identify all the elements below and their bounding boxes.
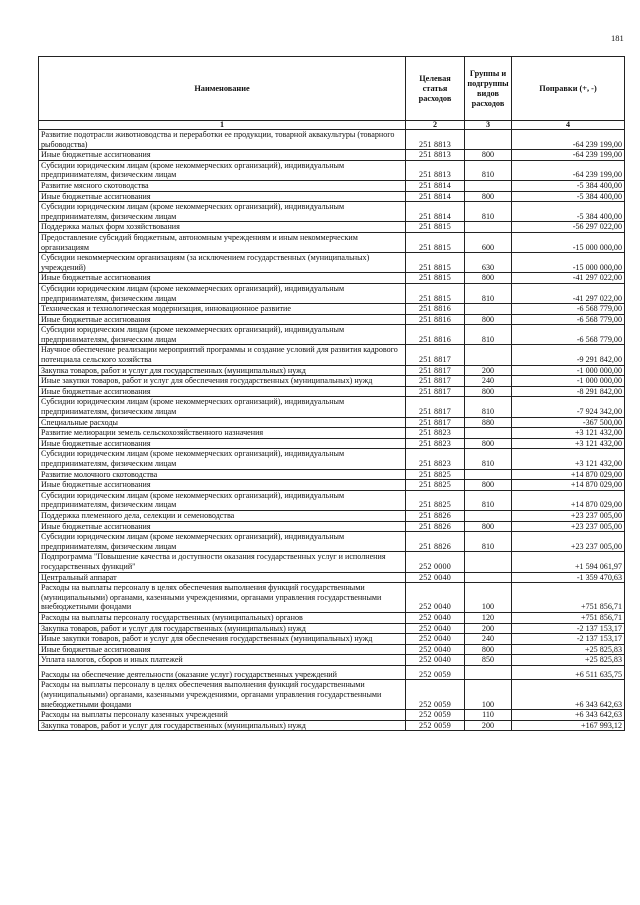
row-code: 251 8813 bbox=[406, 160, 465, 180]
row-amount: +6 343 642,63 bbox=[512, 680, 625, 710]
row-amount: -64 239 199,00 bbox=[512, 160, 625, 180]
row-name: Субсидии юридическим лицам (кроме некоммерческих организаций), индивидуальным предпринимателям, физическим лицам bbox=[39, 532, 406, 552]
row-code: 252 0040 bbox=[406, 612, 465, 623]
row-amount: +751 856,71 bbox=[512, 612, 625, 623]
row-code: 252 0059 bbox=[406, 680, 465, 710]
table-row bbox=[39, 665, 625, 680]
row-amount: +23 237 005,00 bbox=[512, 510, 625, 521]
row-name: Иные бюджетные ассигнования bbox=[39, 191, 406, 202]
row-amount: -6 568 779,00 bbox=[512, 314, 625, 325]
table-row bbox=[39, 572, 625, 583]
row-group: 200 bbox=[465, 623, 512, 634]
row-name: Подпрограмма "Повышение качества и доступности оказания государственных услуг и исполнения государственных функций" bbox=[39, 552, 406, 572]
row-group: 800 bbox=[465, 191, 512, 202]
row-amount: -15 000 000,00 bbox=[512, 232, 625, 252]
table-row bbox=[39, 160, 625, 180]
row-amount: -41 297 022,00 bbox=[512, 283, 625, 303]
row-code: 251 8823 bbox=[406, 428, 465, 439]
row-name: Субсидии юридическим лицам (кроме некоммерческих организаций), индивидуальным предпринимателям, физическим лицам bbox=[39, 160, 406, 180]
row-group: 100 bbox=[465, 583, 512, 613]
table-row bbox=[39, 480, 625, 491]
row-group: 240 bbox=[465, 634, 512, 645]
row-group: 800 bbox=[465, 480, 512, 491]
table-row bbox=[39, 180, 625, 191]
row-name: Развитие подотрасли животноводства и переработки ее продукции, товарной аквакультуры (товарного рыбоводства) bbox=[39, 130, 406, 150]
table-row bbox=[39, 365, 625, 376]
row-name: Иные бюджетные ассигнования bbox=[39, 521, 406, 532]
row-amount: -1 359 470,63 bbox=[512, 572, 625, 583]
row-name: Развитие мясного скотоводства bbox=[39, 180, 406, 191]
row-amount: +6 343 642,63 bbox=[512, 710, 625, 721]
row-group: 800 bbox=[465, 386, 512, 397]
row-group bbox=[465, 469, 512, 480]
table-row bbox=[39, 417, 625, 428]
row-group: 810 bbox=[465, 202, 512, 222]
row-group bbox=[465, 345, 512, 365]
row-group: 240 bbox=[465, 376, 512, 387]
table-row bbox=[39, 202, 625, 222]
row-name: Субсидии юридическим лицам (кроме некоммерческих организаций), индивидуальным предпринимателям, физическим лицам bbox=[39, 283, 406, 303]
table-row bbox=[39, 449, 625, 469]
row-code: 251 8813 bbox=[406, 130, 465, 150]
table-row bbox=[39, 283, 625, 303]
row-code: 251 8826 bbox=[406, 532, 465, 552]
row-name: Субсидии юридическим лицам (кроме некоммерческих организаций), индивидуальным предпринимателям, физическим лицам bbox=[39, 449, 406, 469]
row-group bbox=[465, 552, 512, 572]
row-group: 810 bbox=[465, 397, 512, 417]
row-amount: +751 856,71 bbox=[512, 583, 625, 613]
table-row bbox=[39, 438, 625, 449]
row-amount: -8 291 842,00 bbox=[512, 386, 625, 397]
row-code: 252 0040 bbox=[406, 644, 465, 655]
row-code: 251 8817 bbox=[406, 376, 465, 387]
row-code: 251 8825 bbox=[406, 469, 465, 480]
header-name: Наименование bbox=[39, 57, 406, 121]
row-name: Поддержка племенного дела, селекции и семеноводства bbox=[39, 510, 406, 521]
table-row bbox=[39, 655, 625, 666]
row-amount: -41 297 022,00 bbox=[512, 273, 625, 284]
header-code: Целевая статья расходов bbox=[406, 57, 465, 121]
row-amount: -2 137 153,17 bbox=[512, 623, 625, 634]
table-row bbox=[39, 150, 625, 161]
row-code: 251 8817 bbox=[406, 386, 465, 397]
row-code: 251 8826 bbox=[406, 521, 465, 532]
header-group: Группы и подгруппы видов расходов bbox=[465, 57, 512, 121]
row-amount: +1 594 061,97 bbox=[512, 552, 625, 572]
row-name: Поддержка малых форм хозяйствования bbox=[39, 222, 406, 233]
row-name: Расходы на выплаты персоналу в целях обеспечения выполнения функций государственными (муниципальными) органами, казенными учреждениями, органами управления государственными внебюджетными фондами bbox=[39, 583, 406, 613]
table-row bbox=[39, 490, 625, 510]
row-amount: +25 825,83 bbox=[512, 644, 625, 655]
budget-table-container bbox=[38, 56, 624, 731]
table-row bbox=[39, 253, 625, 273]
row-code: 251 8826 bbox=[406, 510, 465, 521]
row-amount: -6 568 779,00 bbox=[512, 325, 625, 345]
row-name: Иные закупки товаров, работ и услуг для обеспечения государственных (муниципальных) нужд bbox=[39, 634, 406, 645]
row-code: 251 8814 bbox=[406, 180, 465, 191]
row-group: 630 bbox=[465, 253, 512, 273]
row-amount: +14 870 029,00 bbox=[512, 480, 625, 491]
table-row bbox=[39, 376, 625, 387]
table-row bbox=[39, 532, 625, 552]
row-name: Закупка товаров, работ и услуг для государственных (муниципальных) нужд bbox=[39, 365, 406, 376]
table-row bbox=[39, 469, 625, 480]
row-group bbox=[465, 665, 512, 680]
table-row bbox=[39, 634, 625, 645]
row-name: Субсидии юридическим лицам (кроме некоммерческих организаций), индивидуальным предпринимателям, физическим лицам bbox=[39, 325, 406, 345]
row-group bbox=[465, 304, 512, 315]
row-code: 251 8815 bbox=[406, 232, 465, 252]
column-number: 4 bbox=[512, 121, 625, 130]
row-name: Иные бюджетные ассигнования bbox=[39, 644, 406, 655]
row-name: Иные бюджетные ассигнования bbox=[39, 150, 406, 161]
table-row bbox=[39, 386, 625, 397]
row-name: Иные бюджетные ассигнования bbox=[39, 273, 406, 284]
row-group bbox=[465, 572, 512, 583]
table-row bbox=[39, 680, 625, 710]
row-code: 252 0000 bbox=[406, 552, 465, 572]
row-code: 251 8815 bbox=[406, 253, 465, 273]
row-code: 252 0059 bbox=[406, 720, 465, 731]
row-code: 251 8817 bbox=[406, 417, 465, 428]
table-body bbox=[39, 130, 625, 731]
row-group: 800 bbox=[465, 644, 512, 655]
row-code: 251 8816 bbox=[406, 325, 465, 345]
row-code: 252 0059 bbox=[406, 665, 465, 680]
table-row bbox=[39, 644, 625, 655]
table-row bbox=[39, 583, 625, 613]
table-header bbox=[39, 57, 625, 130]
row-group: 810 bbox=[465, 449, 512, 469]
table-row bbox=[39, 720, 625, 731]
table-row bbox=[39, 130, 625, 150]
row-code: 251 8815 bbox=[406, 222, 465, 233]
row-name: Центральный аппарат bbox=[39, 572, 406, 583]
row-group: 810 bbox=[465, 325, 512, 345]
table-row bbox=[39, 710, 625, 721]
table-row bbox=[39, 521, 625, 532]
row-amount: +23 237 005,00 bbox=[512, 532, 625, 552]
row-group: 810 bbox=[465, 283, 512, 303]
row-name: Закупка товаров, работ и услуг для государственных (муниципальных) нужд bbox=[39, 623, 406, 634]
header-amount: Поправки (+, -) bbox=[512, 57, 625, 121]
row-amount: -5 384 400,00 bbox=[512, 191, 625, 202]
row-name: Предоставление субсидий бюджетным, автономным учреждениям и иным некоммерческим организациям bbox=[39, 232, 406, 252]
table-row bbox=[39, 623, 625, 634]
row-amount: -1 000 000,00 bbox=[512, 376, 625, 387]
row-code: 251 8817 bbox=[406, 345, 465, 365]
row-group: 810 bbox=[465, 160, 512, 180]
row-code: 251 8815 bbox=[406, 283, 465, 303]
row-amount: +25 825,83 bbox=[512, 655, 625, 666]
row-amount: +23 237 005,00 bbox=[512, 521, 625, 532]
row-name: Закупка товаров, работ и услуг для государственных (муниципальных) нужд bbox=[39, 720, 406, 731]
row-name: Субсидии юридическим лицам (кроме некоммерческих организаций), индивидуальным предпринимателям, физическим лицам bbox=[39, 490, 406, 510]
row-amount: -367 500,00 bbox=[512, 417, 625, 428]
table-row bbox=[39, 397, 625, 417]
row-amount: +14 870 029,00 bbox=[512, 490, 625, 510]
row-group: 110 bbox=[465, 710, 512, 721]
row-code: 251 8816 bbox=[406, 304, 465, 315]
row-name: Техническая и технологическая модернизация, инновационное развитие bbox=[39, 304, 406, 315]
row-code: 251 8816 bbox=[406, 314, 465, 325]
row-group bbox=[465, 510, 512, 521]
row-amount: -9 291 842,00 bbox=[512, 345, 625, 365]
row-name: Развитие мелиорации земель сельскохозяйственного назначения bbox=[39, 428, 406, 439]
table-row bbox=[39, 552, 625, 572]
row-code: 252 0040 bbox=[406, 583, 465, 613]
page-number: 181 bbox=[611, 33, 624, 43]
row-amount: -56 297 022,00 bbox=[512, 222, 625, 233]
row-name: Расходы на обеспечение деятельности (оказание услуг) государственных учреждений bbox=[39, 665, 406, 680]
row-code: 251 8823 bbox=[406, 438, 465, 449]
column-number: 3 bbox=[465, 121, 512, 130]
row-amount: -15 000 000,00 bbox=[512, 253, 625, 273]
row-group: 800 bbox=[465, 150, 512, 161]
row-code: 252 0040 bbox=[406, 623, 465, 634]
row-code: 251 8814 bbox=[406, 202, 465, 222]
table-row bbox=[39, 222, 625, 233]
row-group: 200 bbox=[465, 720, 512, 731]
row-group: 800 bbox=[465, 273, 512, 284]
table-row bbox=[39, 345, 625, 365]
row-code: 251 8815 bbox=[406, 273, 465, 284]
table-row bbox=[39, 325, 625, 345]
row-group: 120 bbox=[465, 612, 512, 623]
row-name: Иные бюджетные ассигнования bbox=[39, 438, 406, 449]
row-code: 251 8823 bbox=[406, 449, 465, 469]
row-group bbox=[465, 222, 512, 233]
row-amount: -5 384 400,00 bbox=[512, 202, 625, 222]
row-code: 251 8813 bbox=[406, 150, 465, 161]
row-group: 800 bbox=[465, 521, 512, 532]
row-name: Специальные расходы bbox=[39, 417, 406, 428]
row-amount: +167 993,12 bbox=[512, 720, 625, 731]
row-amount: +14 870 029,00 bbox=[512, 469, 625, 480]
column-number-row bbox=[39, 121, 625, 130]
row-name: Иные бюджетные ассигнования bbox=[39, 386, 406, 397]
row-group: 880 bbox=[465, 417, 512, 428]
row-code: 252 0040 bbox=[406, 655, 465, 666]
header-row bbox=[39, 57, 625, 121]
table-row bbox=[39, 304, 625, 315]
row-name: Субсидии юридическим лицам (кроме некоммерческих организаций), индивидуальным предпринимателям, физическим лицам bbox=[39, 397, 406, 417]
row-group: 810 bbox=[465, 532, 512, 552]
table-row bbox=[39, 191, 625, 202]
row-amount: +3 121 432,00 bbox=[512, 438, 625, 449]
row-name: Развитие молочного скотоводства bbox=[39, 469, 406, 480]
row-name: Расходы на выплаты персоналу казенных учреждений bbox=[39, 710, 406, 721]
row-group bbox=[465, 180, 512, 191]
row-group: 810 bbox=[465, 490, 512, 510]
table-row bbox=[39, 510, 625, 521]
row-name: Субсидии некоммерческим организациям (за исключением государственных (муниципальных) учреждений) bbox=[39, 253, 406, 273]
row-code: 251 8825 bbox=[406, 480, 465, 491]
table-row bbox=[39, 612, 625, 623]
row-code: 251 8825 bbox=[406, 490, 465, 510]
row-group bbox=[465, 130, 512, 150]
row-code: 251 8817 bbox=[406, 397, 465, 417]
row-name: Иные закупки товаров, работ и услуг для обеспечения государственных (муниципальных) нужд bbox=[39, 376, 406, 387]
row-code: 252 0040 bbox=[406, 634, 465, 645]
row-group: 800 bbox=[465, 438, 512, 449]
row-code: 251 8814 bbox=[406, 191, 465, 202]
row-name: Расходы на выплаты персоналу в целях обеспечения выполнения функций государственными (муниципальными) органами, казенными учреждениями, органами управления государственными внебюджетными фондами bbox=[39, 680, 406, 710]
row-name: Уплата налогов, сборов и иных платежей bbox=[39, 655, 406, 666]
column-number: 2 bbox=[406, 121, 465, 130]
row-amount: -1 000 000,00 bbox=[512, 365, 625, 376]
row-group bbox=[465, 428, 512, 439]
row-name: Иные бюджетные ассигнования bbox=[39, 314, 406, 325]
row-amount: -7 924 342,00 bbox=[512, 397, 625, 417]
row-amount: -64 239 199,00 bbox=[512, 150, 625, 161]
row-amount: +6 511 635,75 bbox=[512, 665, 625, 680]
row-amount: -5 384 400,00 bbox=[512, 180, 625, 191]
row-name: Расходы на выплаты персоналу государственных (муниципальных) органов bbox=[39, 612, 406, 623]
budget-amendments-table bbox=[38, 56, 625, 731]
table-row bbox=[39, 232, 625, 252]
row-group: 800 bbox=[465, 314, 512, 325]
row-group: 600 bbox=[465, 232, 512, 252]
row-code: 252 0059 bbox=[406, 710, 465, 721]
row-amount: +3 121 432,00 bbox=[512, 449, 625, 469]
row-name: Иные бюджетные ассигнования bbox=[39, 480, 406, 491]
row-amount: +3 121 432,00 bbox=[512, 428, 625, 439]
row-code: 251 8817 bbox=[406, 365, 465, 376]
row-group: 200 bbox=[465, 365, 512, 376]
table-row bbox=[39, 314, 625, 325]
row-amount: -6 568 779,00 bbox=[512, 304, 625, 315]
row-group: 850 bbox=[465, 655, 512, 666]
row-name: Субсидии юридическим лицам (кроме некоммерческих организаций), индивидуальным предпринимателям, физическим лицам bbox=[39, 202, 406, 222]
row-group: 100 bbox=[465, 680, 512, 710]
table-row bbox=[39, 428, 625, 439]
row-amount: -64 239 199,00 bbox=[512, 130, 625, 150]
table-row bbox=[39, 273, 625, 284]
column-number: 1 bbox=[39, 121, 406, 130]
row-name: Научное обеспечение реализации мероприятий программы и создание условий для развития кадрового потенциала сельского хозяйства bbox=[39, 345, 406, 365]
row-amount: -2 137 153,17 bbox=[512, 634, 625, 645]
row-code: 252 0040 bbox=[406, 572, 465, 583]
